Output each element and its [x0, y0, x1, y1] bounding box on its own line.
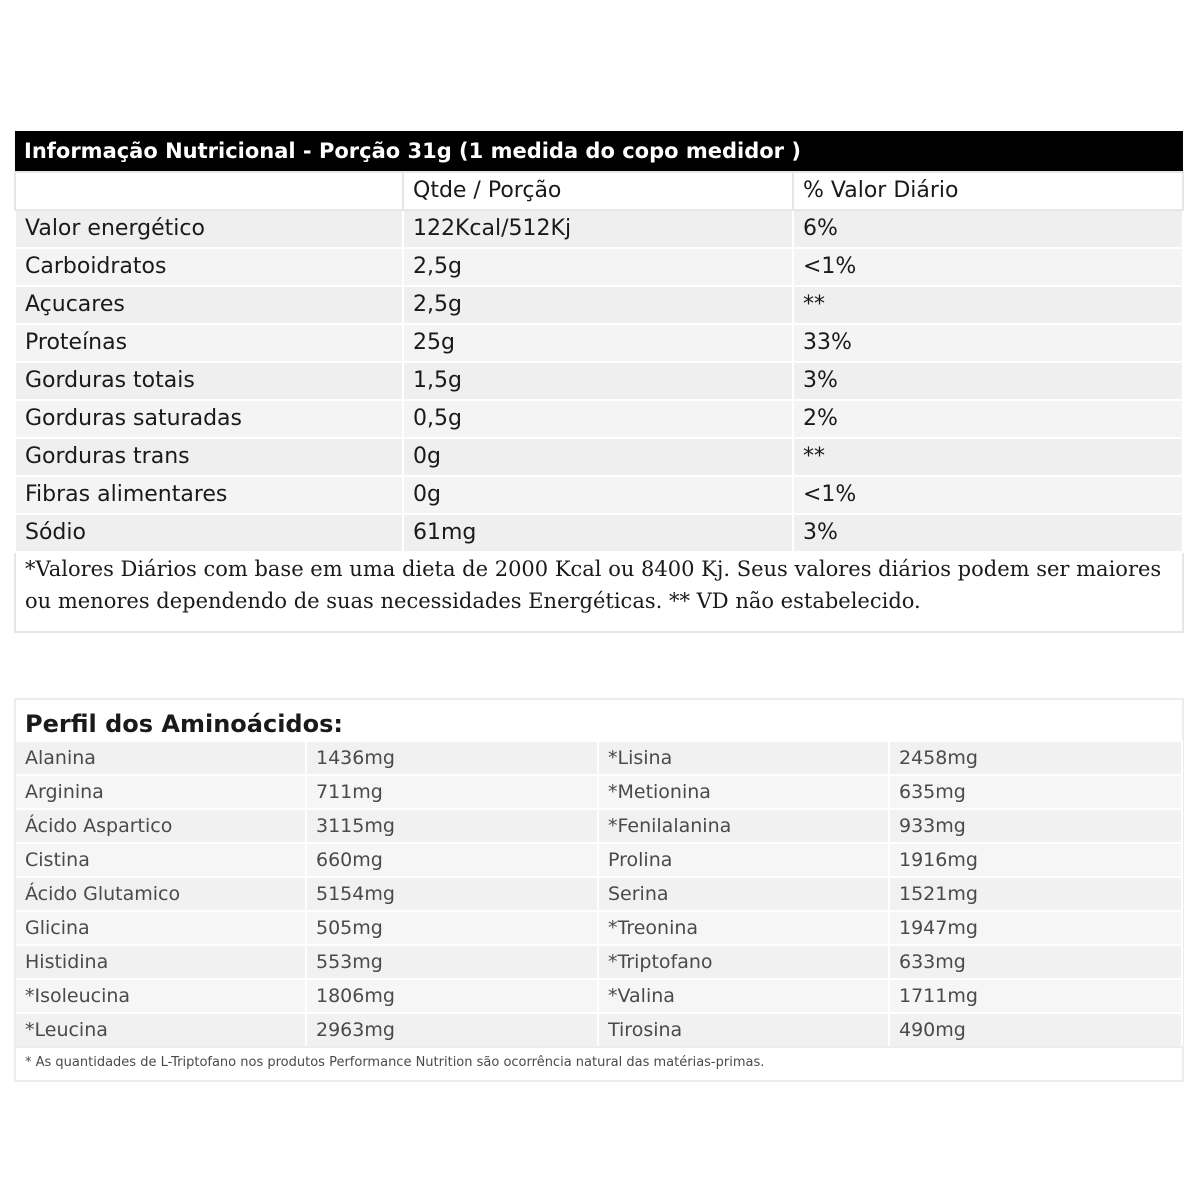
amino-name: *Treonina	[598, 911, 889, 945]
amino-row	[16, 809, 1182, 843]
amino-name: *Lisina	[598, 741, 889, 775]
amino-name: Glicina	[16, 911, 306, 945]
amino-row	[16, 945, 1182, 979]
nutrient-dv: 33%	[793, 324, 1183, 362]
nutrition-row	[15, 362, 1183, 400]
nutrient-qty: 61mg	[403, 514, 793, 552]
amino-acid-table	[16, 740, 1183, 1046]
nutrient-qty: 0g	[403, 476, 793, 514]
nutrition-row	[15, 286, 1183, 324]
nutrition-row	[15, 248, 1183, 286]
nutrient-dv: 6%	[793, 210, 1183, 248]
nutrient-name: Gorduras totais	[15, 362, 403, 400]
amino-value: 2963mg	[306, 1013, 598, 1046]
nutrition-table	[14, 131, 1184, 633]
amino-value: 635mg	[889, 775, 1182, 809]
amino-name: Cistina	[16, 843, 306, 877]
nutrient-name: Valor energético	[15, 210, 403, 248]
nutrition-header-row	[15, 172, 1183, 210]
nutrient-name: Proteínas	[15, 324, 403, 362]
nutrient-qty: 2,5g	[403, 286, 793, 324]
amino-title: Perfil dos Aminoácidos:	[16, 700, 1182, 740]
amino-name: Ácido Glutamico	[16, 877, 306, 911]
nutrition-row	[15, 210, 1183, 248]
amino-value: 633mg	[889, 945, 1182, 979]
amino-value: 711mg	[306, 775, 598, 809]
amino-name: Arginina	[16, 775, 306, 809]
nutrient-qty: 0g	[403, 438, 793, 476]
nutrition-row	[15, 514, 1183, 552]
amino-value: 660mg	[306, 843, 598, 877]
header-empty-cell	[15, 172, 403, 210]
amino-name: *Valina	[598, 979, 889, 1013]
nutrient-qty: 122Kcal/512Kj	[403, 210, 793, 248]
amino-value: 1521mg	[889, 877, 1182, 911]
amino-value: 1806mg	[306, 979, 598, 1013]
nutrient-dv: **	[793, 438, 1183, 476]
amino-row	[16, 741, 1182, 775]
header-qty: Qtde / Porção	[403, 172, 793, 210]
amino-name: Prolina	[598, 843, 889, 877]
nutrient-dv: 3%	[793, 514, 1183, 552]
amino-name: Histidina	[16, 945, 306, 979]
amino-acid-panel	[14, 698, 1184, 1082]
amino-value: 1436mg	[306, 741, 598, 775]
amino-name: Ácido Aspartico	[16, 809, 306, 843]
nutrient-qty: 25g	[403, 324, 793, 362]
amino-name: *Triptofano	[598, 945, 889, 979]
nutrient-qty: 2,5g	[403, 248, 793, 286]
amino-name: *Isoleucina	[16, 979, 306, 1013]
amino-footnote: * As quantidades de L-Triptofano nos produtos Performance Nutrition são ocorrência natural das matérias-primas.	[16, 1046, 1182, 1080]
amino-value: 553mg	[306, 945, 598, 979]
nutrition-row	[15, 324, 1183, 362]
nutrient-dv: 2%	[793, 400, 1183, 438]
header-daily-value: % Valor Diário	[793, 172, 1183, 210]
amino-row	[16, 843, 1182, 877]
nutrient-dv: 3%	[793, 362, 1183, 400]
amino-row	[16, 775, 1182, 809]
nutrient-dv: <1%	[793, 248, 1183, 286]
nutrient-dv: **	[793, 286, 1183, 324]
amino-name: Serina	[598, 877, 889, 911]
nutrient-dv: <1%	[793, 476, 1183, 514]
nutrition-title: Informação Nutricional - Porção 31g (1 medida do copo medidor )	[15, 131, 1183, 172]
amino-row	[16, 877, 1182, 911]
amino-row	[16, 979, 1182, 1013]
nutrient-qty: 1,5g	[403, 362, 793, 400]
amino-name: *Metionina	[598, 775, 889, 809]
nutrition-row	[15, 400, 1183, 438]
amino-value: 1947mg	[889, 911, 1182, 945]
amino-name: Tirosina	[598, 1013, 889, 1046]
amino-name: *Leucina	[16, 1013, 306, 1046]
amino-name: *Fenilalanina	[598, 809, 889, 843]
amino-value: 505mg	[306, 911, 598, 945]
amino-value: 490mg	[889, 1013, 1182, 1046]
amino-row	[16, 911, 1182, 945]
amino-value: 1711mg	[889, 979, 1182, 1013]
nutrition-row	[15, 476, 1183, 514]
nutrient-qty: 0,5g	[403, 400, 793, 438]
amino-value: 3115mg	[306, 809, 598, 843]
nutrient-name: Açucares	[15, 286, 403, 324]
nutrition-footnote: *Valores Diários com base em uma dieta de 2000 Kcal ou 8400 Kj. Seus valores diários podem ser maiores ou menores dependendo de suas necessidades Energéticas. ** VD não estabelecido.	[15, 552, 1183, 632]
amino-value: 933mg	[889, 809, 1182, 843]
nutrient-name: Gorduras saturadas	[15, 400, 403, 438]
amino-name: Alanina	[16, 741, 306, 775]
nutrient-name: Gorduras trans	[15, 438, 403, 476]
nutrient-name: Fibras alimentares	[15, 476, 403, 514]
nutrient-name: Sódio	[15, 514, 403, 552]
amino-value: 5154mg	[306, 877, 598, 911]
nutrition-row	[15, 438, 1183, 476]
amino-row	[16, 1013, 1182, 1046]
amino-value: 1916mg	[889, 843, 1182, 877]
nutrient-name: Carboidratos	[15, 248, 403, 286]
amino-value: 2458mg	[889, 741, 1182, 775]
